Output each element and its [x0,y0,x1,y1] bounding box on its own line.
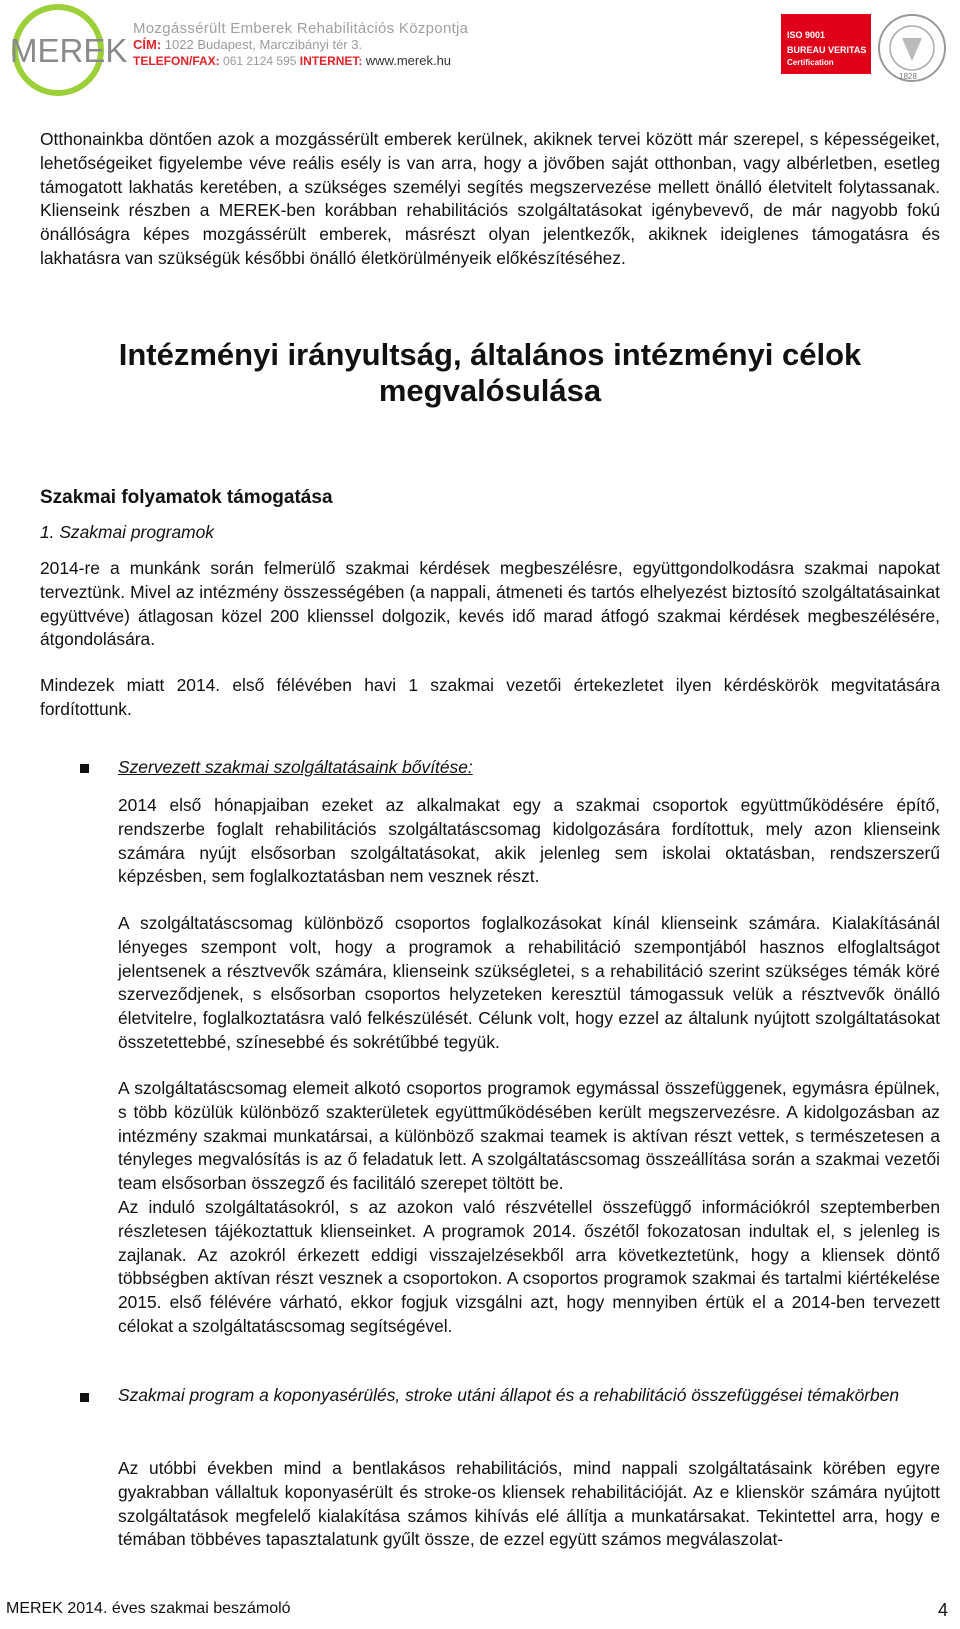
seal-year: 1828 [899,72,917,81]
services-paragraph-2: A szolgáltatáscsomag különböző csoportos foglalkozásokat kínál klienseink számára. Kialakításánál lényeges szempont volt, hogy a programok a rehabilitáció szempontjából hasznos elfoglaltságot jelentsenek a résztvevők számára, klienseink szükségletei, s a rehabilitáció szerint szükséges témák köré szerveződjenek, s elsősorban csoportos helyzeteken keresztül támogassuk velük a résztvevők önálló életvitelre, foglalkoztatásra való felkészülését. Célunk volt, hogy ezzel az általunk nyújtott szolgáltatásokat összetettebbé, színesebbé és sokrétűbbé tegyük. [118,913,940,1052]
section-title [40,337,940,409]
paragraph-meetings: Mindezek miatt 2014. első félévében havi 1 szakmai vezetői értekezletet ilyen kérdéskörök megvitatására fordítottunk. [40,675,940,719]
services-paragraph-1: 2014 első hónapjaiban ezeket az alkalmakat egy a szakmai csoportok együttműködésére építő, rendszerbe foglalt rehabilitációs szolgáltatáscsomag kidolgozására fordítottuk, mely azon klienseink számára nyújt elsősorban szolgáltatásokat, akik jelenleg sem iskolai oktatásban, rendszerszerű képzésben, sem foglalkoztatásban nem vesznek részt. [118,795,940,887]
intro-paragraph: Otthonainkba döntően azok a mozgássérült emberek kerülnek, akiknek tervei között már szerepel, s képességeiket, lehetőségeiket figyelembe véve reális esély is van arra, hogy a jövőben saját otthonban, vagy albérletben, esetleg támogatott lakhatás keretében, a szükséges személyi segítés megszervezése mellett önálló életvitelt folytassanak. Klienseink részben a MEREK-ben korábban rehabilitációs szolgáltatásokat igénybevevő, de már nagyobb fokú önállóságra képes mozgássérült emberek, másrészt olyan jelentkezők, akiknek ideiglenes támogatásra és lakhatásra van szükségük későbbi önálló életkörülményeik előkészítéséhez. [40,129,940,268]
bullet-title-stroke-program: Szakmai program a koponyasérülés, stroke utáni állapot és a rehabilitáció összefüggései témakörben [118,1385,900,1405]
bullet-title-services [118,756,940,780]
internet-label: INTERNET: [299,54,363,68]
subsection-title: Szakmai folyamatok támogatása [40,487,333,508]
paragraph-planning: 2014-re a munkánk során felmerülő szakmai kérdések megbeszélésre, együttgondolkodásra szakmai napokat terveztünk. Mivel az intézmény összességében (a nappali, átmeneti és tartós elhelyezést biztosító szolgáltatásainkat együttvéve) átlagosan közel 200 klienssel dolgozik, kevés idő marad átfogó szakmai kérdések megbeszélésére, átgondolására. [40,558,940,650]
website-link[interactable]: www.merek.hu [365,53,452,68]
page-number: 4 [938,1600,949,1620]
services-paragraph-4: Az induló szolgáltatásokról, s az azokon való részvétellel összefüggő információkról szeptemberben részletesen tájékoztattuk klienseinket. A programok 2014. őszétől fokozatosan indultak el, s jelenleg is zajlanak. Az azokról érkezett eddigi visszajelzésekből arra következtetünk, hogy a kliensek döntő többségben aktívan részt vesznek a csoportokon. A csoportos programok szakmai és tartalmi kiértékelése 2015. első félévére várható, ekkor fogjuk vizsgálni azt, hogy mennyiben értük el a 2014-ben tervezett célokat a szolgáltatáscsomag segítségével. [118,1197,940,1336]
bureau-veritas-label: BUREAU VERITAS [787,45,867,55]
phone-value: 061 2124 595 [223,54,297,68]
bullet-marker [80,764,89,773]
organization-contact [133,53,468,69]
item-heading: 1. Szakmai programok [40,522,214,542]
section-title-line-2: megvalósulása [378,373,602,408]
footer-report-title: MEREK 2014. éves szakmai beszámoló [6,1600,291,1617]
services-paragraph-3: A szolgáltatáscsomag elemeit alkotó csoportos programok egymással összefüggenek, egymásra épülnek, s több közülük különböző szakterületek együttműködésében került megszervezésre. A kidolgozásban az intézmény szakmai munkatársai, a különböző szakmai teamek is aktívan részt vettek, s természetesen a tényleges megvalósítás is az ő feladatuk lett. A szolgáltatáscsomag összeállítása során a szakmai vezetői team elsősorban összegző és facilitáló szerepet töltött be. [118,1078,940,1194]
organization-name: Mozgássérült Emberek Rehabilitációs Központja [133,20,469,37]
bullet-title-text: Szervezett szakmai szolgáltatásaink bővítése: [118,757,473,777]
bureau-veritas-seal [873,13,951,83]
organization-address [133,37,468,53]
address-value: 1022 Budapest, Marczibányi tér 3. [164,37,363,52]
letterhead [0,0,960,100]
bullet-marker [80,1393,89,1402]
stroke-program-paragraph: Az utóbbi években mind a bentlakásos rehabilitációs, mind nappali szolgáltatásaink körében egyre gyakrabban vállaltuk koponyasérült és stroke-os kliensek rehabilitációját. Az e klienskör számára nyújtott szolgáltatások megfelelő kialakítása számos kihívás elé állítja a munkatársakat. Tekintettel arra, hogy e témában többéves tapasztalatunk gyűlt össze, de ezzel együtt számos megválaszolat- [118,1458,940,1550]
organization-info [133,20,468,69]
iso-certification-badge [781,14,871,74]
merek-logo [2,2,128,96]
iso-label: ISO 9001 [787,30,826,40]
logo-text: MEREK [10,32,128,69]
section-title-line-1: Intézményi irányultság, általános intézményi célok [118,337,862,372]
phone-label: TELEFON/FAX: [133,54,220,68]
address-label: CÍM: [133,37,162,52]
certification-label: Certification [787,58,834,67]
